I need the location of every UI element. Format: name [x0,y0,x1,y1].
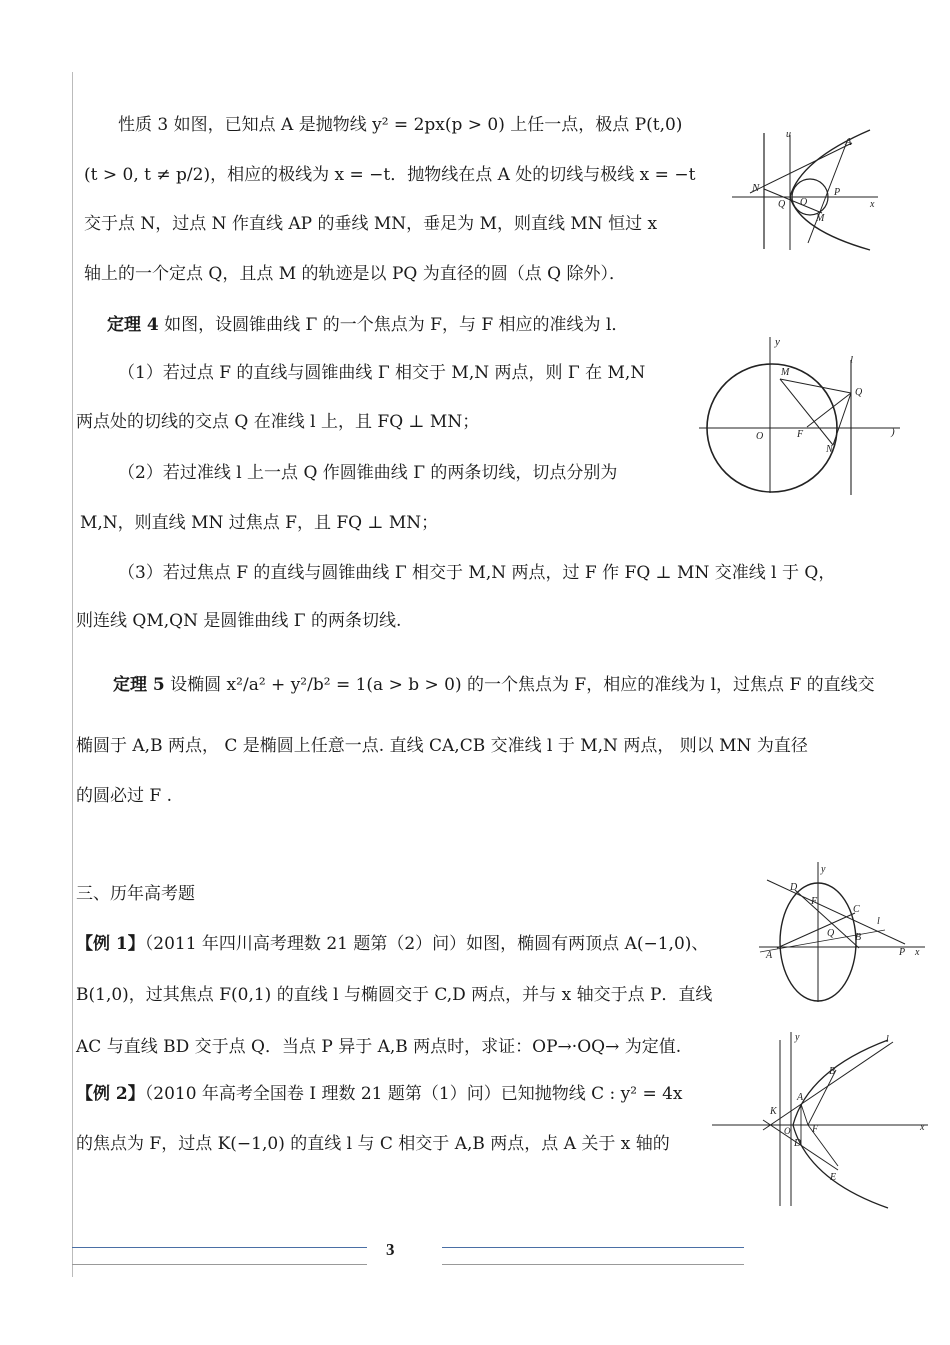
fig3-label-a: A [766,950,773,961]
fig4-label-l: l [886,1034,889,1045]
fig4-line-af [801,1104,808,1125]
fig3-label-b: B [855,932,862,943]
prop3-line3: 交于点 N，过点 N 作直线 AP 的垂线 MN，垂足为 M，则直线 MN 恒过 x [84,214,658,234]
fig1-label-y: u [786,129,791,140]
ex1-line3: AC 与直线 BD 交于点 Q．当点 P 异于 A,B 两点时，求证：OP→·OQ→ 为定值. [76,1037,682,1057]
thm5-line2: 椭圆于 A,B 两点， C 是椭圆上任意一点. 直线 CA,CB 交准线 l 于 M,N 两点， 则以 MN 为直径 [76,736,808,756]
thm4-line2: （1）若过点 F 的直线与圆锥曲线 Γ 相交于 M,N 两点，则 Γ 在 M,N [118,363,646,383]
thm4-line1: 如图，设圆锥曲线 Γ 的一个焦点为 F，与 F 相应的准线为 l． [164,315,629,335]
fig2-label-l: l [850,354,854,366]
ex1-line2: B(1,0)，过其焦点 F(0,1) 的直线 l 与椭圆交于 C,D 两点，并与 x 轴交于点 P．直线 [76,985,713,1005]
thm4-line7: 则连线 QM,QN 是圆锥曲线 Γ 的两条切线. [76,611,402,631]
fig4-label-k: K [770,1106,777,1117]
ex2-line1: （2010 年高考全国卷 I 理数 21 题第（1）问）已知抛物线 C : y² = 4x [144,1084,683,1104]
fig3-line-bd [795,890,862,948]
fig4-label-e: E [830,1172,837,1183]
fig3-label-f: F [811,896,818,907]
fig3-label-c: C [853,904,860,915]
fig4-label-x: x [920,1122,925,1133]
fig3-label-x: x [915,947,920,958]
prop3-line4: 轴上的一个定点 Q，且点 M 的轨迹是以 PQ 为直径的圆（点 Q 除外）． [84,264,626,284]
fig1-label-p: P [834,187,841,198]
fig1-label-a: A [845,136,852,148]
fig2-label-o: O [756,431,764,442]
footer-rule-right [442,1247,744,1248]
ex2-line1-wrap [76,1083,683,1105]
fig3-label-q: Q [827,928,835,939]
fig3-line-extra [760,930,885,952]
footer-rule-left [72,1247,367,1248]
fig1-label-m: M [816,213,825,224]
fig1-label-n: N [752,182,760,194]
fig2-label-y: y [775,336,780,348]
ex1-line1-wrap [76,933,708,955]
left-margin-rule [72,72,73,1277]
thm5-line1: 设椭圆 x²/a² + y²/b² = 1(a > b > 0) 的一个焦点为 F，相应的准线为 l，过焦点 F 的直线交 [170,675,875,695]
fig4-label-y: y [795,1032,800,1043]
fig4-label-b: B [829,1066,836,1077]
fig2-label-m: M [781,367,790,378]
figure-example1-ellipse [755,860,930,1005]
thm4-line4: （2）若过准线 l 上一点 Q 作圆锥曲线 Γ 的两条切线，切点分别为 [118,463,618,483]
fig1-label-o: O [800,197,808,208]
ex1-line1: （2011 年四川高考理数 21 题第（2）问）如图，椭圆有两顶点 A(−1,0)、 [144,934,709,954]
fig2-label-x: ) [891,426,895,438]
ex2-tag: 【例 2】 [76,1084,145,1104]
fig4-label-a: A [797,1092,804,1103]
thm4-line3: 两点处的切线的交点 Q 在准线 l 上，且 FQ ⊥ MN； [76,412,480,432]
figure-parabola-polar [730,125,880,255]
prop3-line1: 性质 3 如图，已知点 A 是抛物线 y² = 2px(p > 0) 上任一点，极点 P(t,0) [118,115,683,135]
fig1-parabola [790,130,870,250]
fig4-label-f: F [812,1124,819,1135]
figure-ellipse-directrix [695,335,905,500]
figure-example2-parabola [708,1030,933,1210]
fig3-label-l: l [877,916,880,927]
footer-rule-left-thin [72,1264,367,1265]
fig3-label-y: y [821,864,826,875]
thm4-line5: M,N，则直线 MN 过焦点 F，且 FQ ⊥ MN； [80,513,439,533]
ex2-line2: 的焦点为 F，过点 K(−1,0) 的直线 l 与 C 相交于 A,B 两点，点 A 关于 x 轴的 [76,1134,670,1154]
fig4-label-o: O [784,1126,791,1136]
fig1-label-q: Q [778,199,786,210]
fig2-label-f: F [797,429,804,440]
thm5-line1-wrap [113,674,875,696]
fig3-label-d: D [790,882,798,893]
thm5-heading: 定理 5 [113,675,165,695]
footer-rule-right-thin [442,1264,744,1265]
page-number: 3 [386,1240,395,1259]
fig3-label-p: P [899,947,906,958]
thm4-line1-wrap [107,314,628,336]
prop3-line2: (t > 0, t ≠ p/2)，相应的极线为 x = −t．抛物线在点 A 处的切线与极线 x = −t [84,165,696,185]
fig4-label-d: D [794,1138,802,1149]
thm4-heading: 定理 4 [107,315,159,335]
fig3-line-ac [777,913,855,948]
thm5-line3: 的圆必过 F . [76,786,173,806]
ex1-tag: 【例 1】 [76,934,145,954]
fig2-chord-mn [780,379,833,445]
section3-title: 三、历年高考题 [76,884,195,904]
fig2-label-n: N [826,444,833,455]
fig2-label-q: Q [855,387,863,398]
fig1-label-x: x [870,199,875,210]
thm4-line6: （3）若过焦点 F 的直线与圆锥曲线 Γ 相交于 M,N 两点，过 F 作 FQ ⊥ MN 交准线 l 于 Q， [118,563,836,583]
